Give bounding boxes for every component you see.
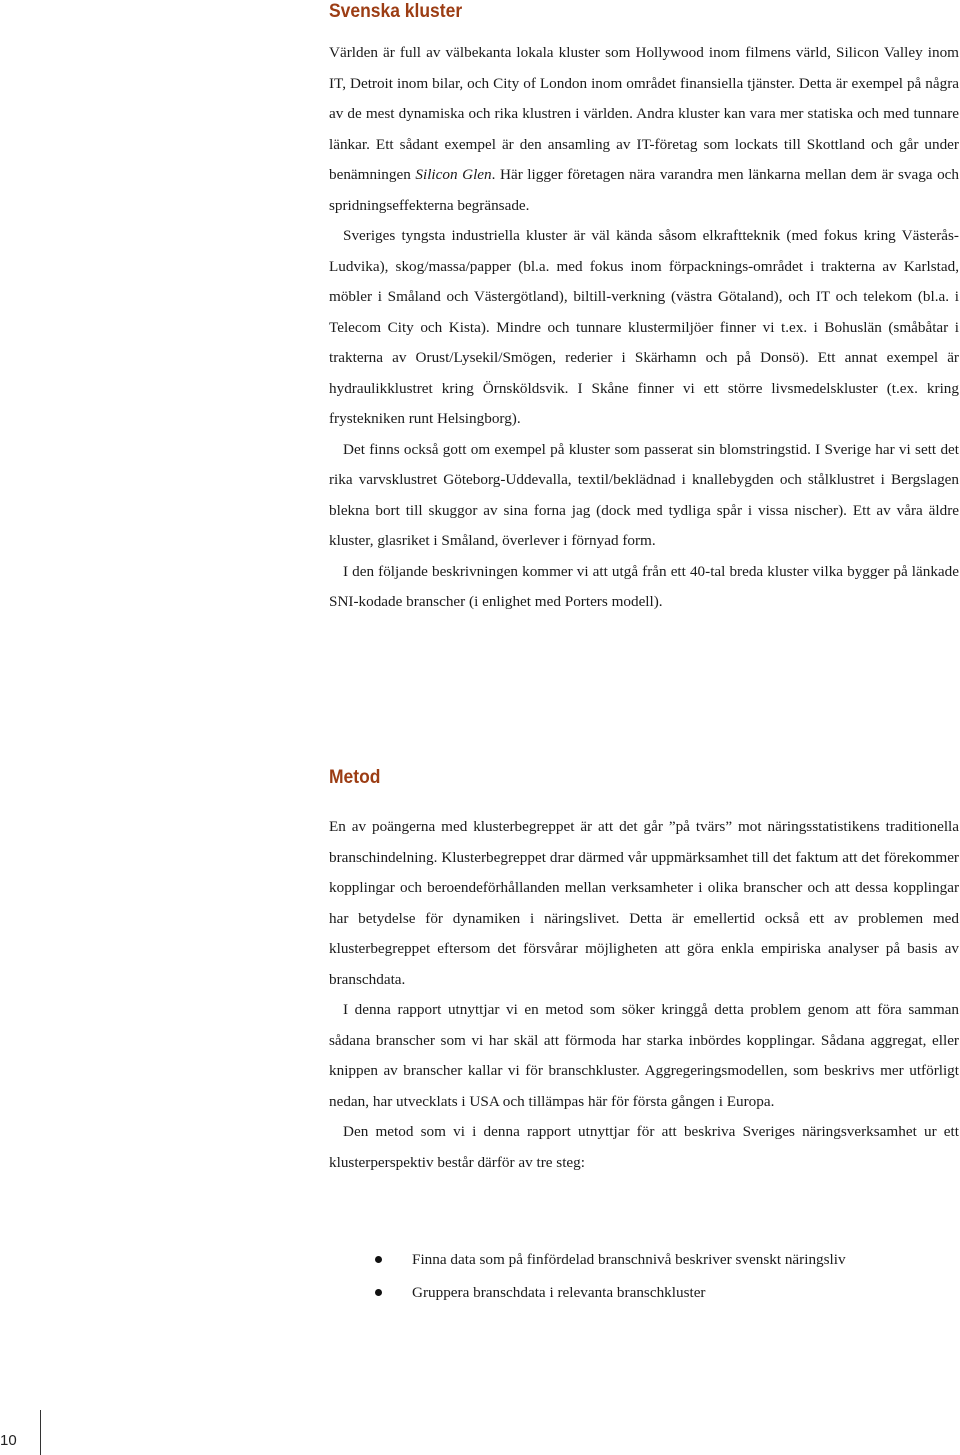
list-item: Gruppera branschdata i relevanta branschkluster: [329, 1278, 959, 1311]
paragraph: En av poängerna med klusterbegreppet är att det går ”på tvärs” mot näringsstatistikens traditionella branschindelning. Klusterbegreppet drar därmed vår uppmärksamhet till det faktum att det förekommer kopplingar och beroendeförhållanden mellan verksamheter i olika branscher och att dessa kopplingar har betydelse för dynamiken i näringslivet. Detta är emellertid också ett av problemen med klusterbegreppet eftersom det försvårar möjligheten att göra enkla empiriska analyser på basis av branschdata.: [329, 818, 959, 988]
margin-rule: [40, 1410, 41, 1455]
section-body-metod: [329, 812, 959, 1178]
bullet-list: [329, 1245, 959, 1311]
paragraph: Sveriges tyngsta industriella kluster är väl kända såsom elkraftteknik (med fokus kring Västerås-Ludvika), skog/massa/papper (bl.a. med fokus inom förpacknings-området i trakterna av Karlstad, möbler i Småland och Västergötland), biltill-verkning (västra Götaland), och IT och telekom (bl.a. i Telecom City och Kista). Mindre och tunnare klustermiljöer finner vi t.ex. i Bohuslän (småbåtar i trakterna av Orust/Lysekil/Smögen, rederier i Skärhamn och på Donsö). Ett annat exempel är hydraulikklustret kring Örnsköldsvik. I Skåne finner vi ett större livsmedelskluster (t.ex. kring frystekniken runt Helsingborg).: [329, 227, 959, 427]
section-heading-metod: Metod: [329, 767, 381, 788]
bullet-icon: [375, 1256, 382, 1263]
paragraph: I denna rapport utnyttjar vi en metod som söker kringgå detta problem genom att föra samman sådana branscher som vi har skäl att förmoda har starka inbördes kopplingar. Sådana aggregat, eller knippen av branscher kallar vi för branschkluster. Aggregeringsmodellen, som beskrivs mer utförligt nedan, har utvecklats i USA och tillämpas här för första gången i Europa.: [329, 1001, 959, 1110]
list-item: Finna data som på finfördelad branschnivå beskriver svenskt näringsliv: [329, 1245, 959, 1278]
paragraph: Världen är full av välbekanta lokala kluster som Hollywood inom filmens värld, Silicon Valley inom IT, Detroit inom bilar, och City of London inom området finansiella tjänster. Detta är exempel på några av de mest dynamiska och rika klustren i världen. Andra kluster kan vara mer statiska och med tunnare länkar. Ett sådant exempel är den ansamling av IT-företag som lockats till Skottland och går under benämningen Silicon Glen. Här ligger företagen nära varandra men länkarna mellan dem är svaga och spridningseffekterna begränsade.: [329, 44, 960, 214]
page-number: 10: [0, 1432, 17, 1449]
paragraph: Den metod som vi i denna rapport utnyttjar för att beskriva Sveriges näringsverksamhet ur ett klusterperspektiv består därför av tre steg:: [329, 1123, 959, 1171]
section-body-svenska-kluster: [329, 38, 959, 618]
italic-term: Silicon Glen: [415, 166, 492, 183]
section-heading-svenska-kluster: Svenska kluster: [329, 1, 463, 22]
paragraph: Det finns också gott om exempel på kluster som passerat sin blomstringstid. I Sverige har vi sett det rika varvsklustret Göteborg-Uddevalla, textil/beklädnad i knallebygden och stålklustret i Bergslagen blekna bort till skuggor av sina forna jag (dock med tydliga spår i vissa nischer). Ett av våra äldre kluster, glasriket i Småland, överlever i förnyad form.: [329, 440, 959, 549]
paragraph: I den följande beskrivningen kommer vi att utgå från ett 40-tal breda kluster vilka bygger på länkade SNI-kodade branscher (i enlighet med Porters modell).: [329, 562, 959, 610]
bullet-icon: [375, 1289, 382, 1296]
